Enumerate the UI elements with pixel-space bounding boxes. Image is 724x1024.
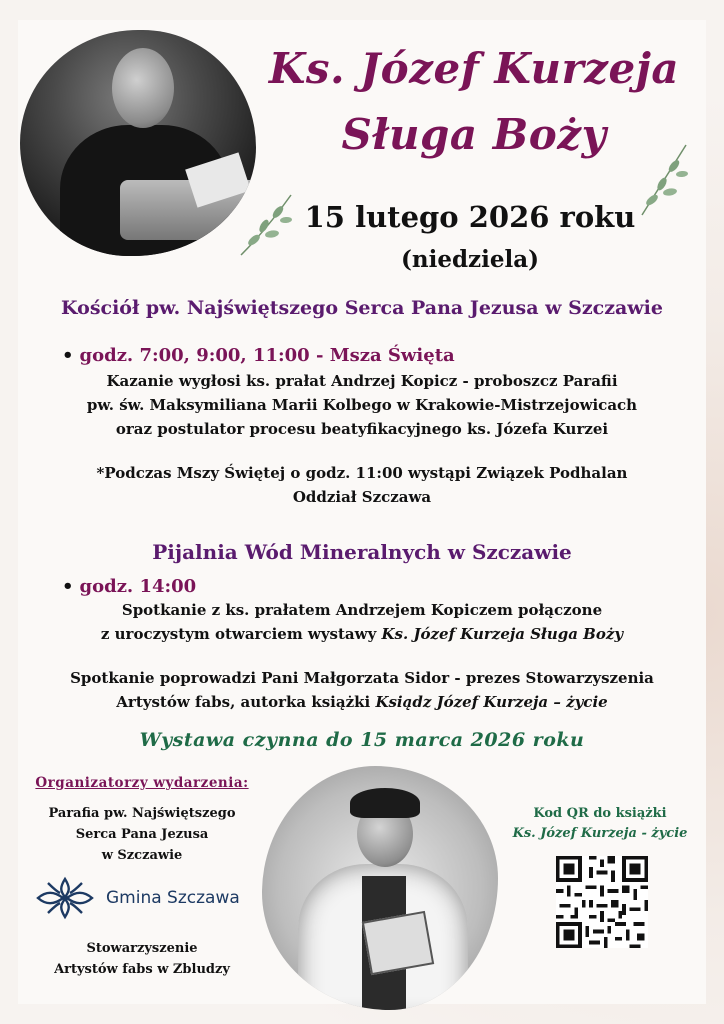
qr-subtitle: Ks. Józef Kurzeja - życie (512, 826, 688, 841)
exhibition-title: Ks. Józef Kurzeja Sługa Boży (381, 625, 624, 643)
leaf-branch-icon-left (236, 190, 296, 260)
pump-room-time-text: godz. 14:00 (79, 576, 197, 597)
title-line-2: Sługa Boży (341, 110, 607, 159)
gmina-logo-block (30, 873, 250, 923)
organizer-association-line: Artystów fabs w Zbludzy (54, 962, 230, 977)
organizer-parish (22, 803, 262, 866)
qr-code-icon[interactable] (556, 856, 648, 948)
title-line-1: Ks. Józef Kurzeja (268, 44, 680, 93)
portrait-photo-vestments (262, 766, 498, 1010)
organizer-parish-line: Serca Pana Jezusa (75, 827, 209, 842)
exhibition-dates: Wystawa czynna do 15 marca 2026 roku (139, 729, 585, 751)
meeting-line-1: Spotkanie z ks. prałatem Andrzejem Kopiczem połączone (121, 601, 603, 619)
organizer-association-line: Stowarzyszenie (86, 941, 198, 956)
photo-book-shape (362, 911, 434, 975)
host-line-2-text: Artystów fabs, autorka książki (116, 693, 376, 711)
event-date: 15 lutego 2026 roku (304, 200, 636, 234)
mass-times-item (62, 345, 455, 366)
church-heading: Kościół pw. Najświętszego Serca Pana Jezusa w Szczawie (61, 297, 663, 319)
organizer-parish-line: w Szczawie (101, 848, 183, 863)
sermon-line: Kazanie wygłosi ks. prałat Andrzej Kopicz - proboszcz Parafii (106, 372, 618, 390)
host-line-1: Spotkanie poprowadzi Pani Małgorzata Sidor - prezes Stowarzyszenia (70, 669, 654, 687)
organizer-association (22, 938, 262, 980)
mass-times-text: godz. 7:00, 9:00, 11:00 - Msza Święta (79, 345, 455, 366)
organizers-heading: Organizatorzy wydarzenia: (35, 775, 249, 791)
bullet-icon: • (62, 345, 74, 366)
photo-figure-head (112, 48, 174, 128)
note-line: Oddział Szczawa (292, 488, 432, 506)
note-line: *Podczas Mszy Świętej o godz. 11:00 wystąpi Związek Podhalan (96, 464, 628, 482)
gmina-name: Gmina Szczawa (106, 888, 240, 908)
gmina-ornament-icon (30, 873, 100, 923)
sermon-line: oraz postulator procesu beatyfikacyjnego ks. Józefa Kurzei (115, 420, 609, 438)
event-weekday: (niedziela) (400, 246, 539, 273)
pump-room-time-item (62, 576, 196, 597)
sermon-line: pw. św. Maksymiliana Marii Kolbego w Krakowie-Mistrzejowicach (86, 396, 638, 414)
portrait-photo-typewriter (20, 30, 256, 256)
host-line-2 (0, 693, 724, 711)
book-title: Ksiądz Józef Kurzeja – życie (375, 693, 608, 711)
meeting-line-2 (0, 625, 724, 643)
qr-heading: Kod QR do książki (533, 806, 667, 821)
pump-room-heading: Pijalnia Wód Mineralnych w Szczawie (152, 540, 572, 564)
organizer-parish-line: Parafia pw. Najświętszego (48, 806, 236, 821)
meeting-line-2-text: z uroczystym otwarciem wystawy (100, 625, 382, 643)
bullet-icon: • (62, 576, 74, 597)
photo-figure-biretta (350, 788, 420, 818)
